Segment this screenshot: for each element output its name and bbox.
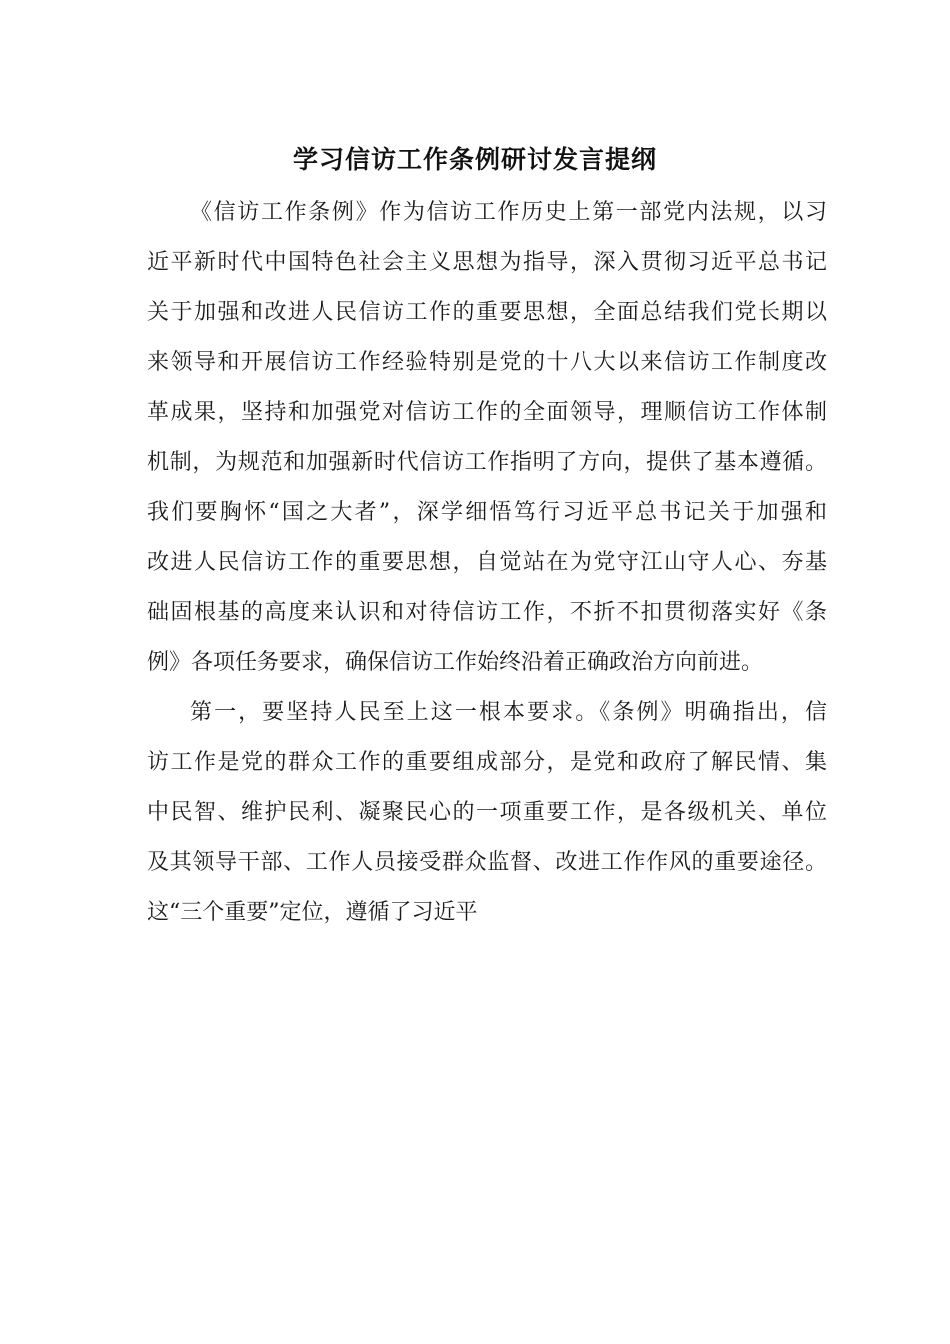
paragraph-line: 中民智、维护民利、凝聚民心的一项重要工作，是各级机关、单位 (147, 800, 827, 825)
paragraph-line: 及其领导干部、工作人员接受群众监督、改进工作作风的重要途径。 (147, 850, 827, 875)
paragraph-line: 例》各项任务要求，确保信访工作始终沿着正确政治方向前进。 (147, 650, 764, 675)
paragraph-line: 机制，为规范和加强新时代信访工作指明了方向，提供了基本遵循。 (147, 450, 827, 475)
paragraph-line: 访工作是党的群众工作的重要组成部分，是党和政府了解民情、集 (147, 750, 827, 775)
paragraph-line: 础固根基的高度来认识和对待信访工作，不折不扣贯彻落实好《条 (147, 600, 827, 625)
paragraph-line: 近平新时代中国特色社会主义思想为指导，深入贯彻习近平总书记 (147, 250, 827, 275)
paragraph-line: 关于加强和改进人民信访工作的重要思想，全面总结我们党长期以 (147, 300, 827, 325)
paragraph-line: 《信访工作条例》作为信访工作历史上第一部党内法规，以习 (190, 200, 827, 225)
paragraph-line: 革成果，坚持和加强党对信访工作的全面领导，理顺信访工作体制 (147, 400, 827, 425)
paragraph-line: 这“三个重要”定位，遵循了习近平 (147, 900, 478, 925)
document-title: 学习信访工作条例研讨发言提纲 (292, 145, 657, 174)
paragraph-line: 我们要胸怀“国之大者”，深学细悟笃行习近平总书记关于加强和 (147, 500, 827, 525)
paragraph-line: 第一，要坚持人民至上这一根本要求。《条例》明确指出，信 (190, 700, 827, 725)
paragraph-line: 改进人民信访工作的重要思想，自觉站在为党守江山守人心、夯基 (147, 550, 827, 575)
paragraph-line: 来领导和开展信访工作经验特别是党的十八大以来信访工作制度改 (147, 350, 827, 375)
